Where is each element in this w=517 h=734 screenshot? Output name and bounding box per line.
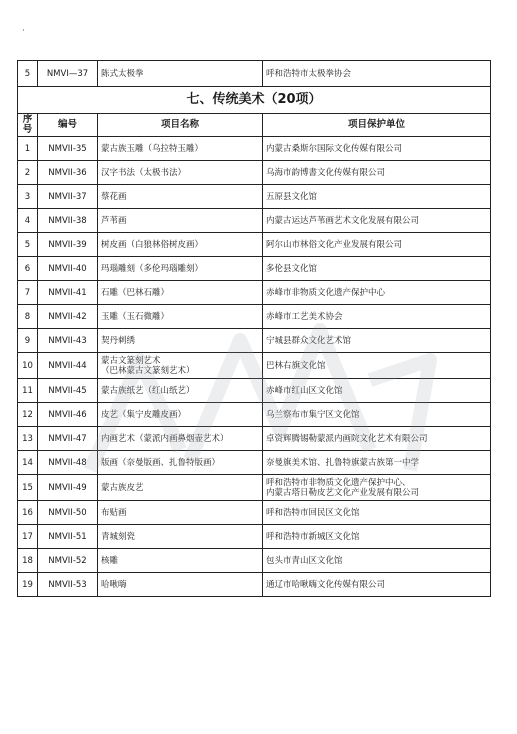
table-row [18, 329, 491, 353]
row-number: 7 [18, 281, 38, 305]
item-name: 陈式太极拳 [98, 61, 263, 87]
item-name: 核雕 [98, 549, 263, 573]
item-name: 玉雕（玉石微雕） [98, 305, 263, 329]
table-row [18, 475, 491, 501]
table-row [18, 209, 491, 233]
item-code: NMVII-50 [38, 501, 98, 525]
item-code: NMVII-41 [38, 281, 98, 305]
header-code: 编号 [38, 114, 98, 137]
row-number: 19 [18, 573, 38, 597]
header-unit: 项目保护单位 [263, 114, 491, 137]
item-name: 布贴画 [98, 501, 263, 525]
protection-unit: 卓资辉腾锡勒蒙派内画院文化艺术有限公司 [263, 427, 491, 451]
header-no: 序号 [18, 114, 38, 137]
table-row [18, 379, 491, 403]
row-number: 4 [18, 209, 38, 233]
row-number: 10 [18, 353, 38, 379]
item-code: NMVII-45 [38, 379, 98, 403]
header-name: 项目名称 [98, 114, 263, 137]
table-row [18, 305, 491, 329]
table-row [18, 573, 491, 597]
table-row [18, 353, 491, 379]
item-code: NMVII-46 [38, 403, 98, 427]
item-code: NMVII-49 [38, 475, 98, 501]
table-row [18, 451, 491, 475]
table-header-row [18, 114, 491, 137]
item-name: 蒙古文篆刻艺术 （巴林蒙古文篆刻艺术） [98, 353, 263, 379]
item-code: NMVII-38 [38, 209, 98, 233]
protection-unit: 奈曼旗美术馆、扎鲁特旗蒙古族第一中学 [263, 451, 491, 475]
item-code: NMVII-51 [38, 525, 98, 549]
item-code: NMVII-53 [38, 573, 98, 597]
item-name: 皮艺（集宁皮雕皮画） [98, 403, 263, 427]
row-number: 14 [18, 451, 38, 475]
table-row [18, 161, 491, 185]
item-code: NMVII-47 [38, 427, 98, 451]
item-name: 芦苇画 [98, 209, 263, 233]
protection-unit: 内蒙古运达芦苇画艺术文化发展有限公司 [263, 209, 491, 233]
row-number: 13 [18, 427, 38, 451]
protection-unit: 内蒙古桑斯尔国际文化传媒有限公司 [263, 137, 491, 161]
item-name: 汉字书法（太极书法） [98, 161, 263, 185]
item-code: NMVII-36 [38, 161, 98, 185]
heritage-table [17, 60, 491, 597]
row-number: 17 [18, 525, 38, 549]
protection-unit: 阿尔山市林俗文化产业发展有限公司 [263, 233, 491, 257]
section-title-row [18, 87, 491, 114]
protection-unit: 多伦县文化馆 [263, 257, 491, 281]
table-row [18, 257, 491, 281]
table-row [18, 403, 491, 427]
previous-section-last-row [18, 61, 491, 87]
protection-unit: 包头市青山区文化馆 [263, 549, 491, 573]
item-code: NMVII-48 [38, 451, 98, 475]
item-name: 哈啾嗨 [98, 573, 263, 597]
row-number: 16 [18, 501, 38, 525]
row-number: 5 [18, 61, 38, 87]
page-mark: · [22, 26, 25, 36]
table-row [18, 427, 491, 451]
protection-unit: 呼和浩特市新城区文化馆 [263, 525, 491, 549]
item-name: 玛瑙雕刻（多伦玛瑙雕刻） [98, 257, 263, 281]
item-code: NMVII-40 [38, 257, 98, 281]
row-number: 15 [18, 475, 38, 501]
item-code: NMVII-35 [38, 137, 98, 161]
table-row [18, 281, 491, 305]
row-number: 9 [18, 329, 38, 353]
protection-unit: 呼和浩特市太极拳协会 [263, 61, 491, 87]
protection-unit: 赤峰市非物质文化遗产保护中心 [263, 281, 491, 305]
table-row [18, 233, 491, 257]
item-code: NMVII-52 [38, 549, 98, 573]
protection-unit: 赤峰市工艺美术协会 [263, 305, 491, 329]
row-number: 2 [18, 161, 38, 185]
table-row [18, 185, 491, 209]
heritage-table-container [17, 60, 490, 597]
table-row [18, 525, 491, 549]
item-name: 青城刻瓷 [98, 525, 263, 549]
item-code: NMVII-44 [38, 353, 98, 379]
item-name: 树皮画（白狼林俗树皮画） [98, 233, 263, 257]
item-name: 版画（奈曼版画、扎鲁特版画） [98, 451, 263, 475]
item-name: 蒙古族玉雕（乌拉特玉雕） [98, 137, 263, 161]
item-code: NMVII-42 [38, 305, 98, 329]
item-code: NMVII-43 [38, 329, 98, 353]
item-name: 契丹刺绣 [98, 329, 263, 353]
protection-unit: 巴林右旗文化馆 [263, 353, 491, 379]
table-row [18, 549, 491, 573]
item-code: NMVII-39 [38, 233, 98, 257]
item-name: 蒙古族皮艺 [98, 475, 263, 501]
protection-unit: 呼和浩特市非物质文化遗产保护中心、 内蒙古塔日勒皮艺文化产业发展有限公司 [263, 475, 491, 501]
row-number: 5 [18, 233, 38, 257]
item-name: 内画艺术（蒙派内画鼻烟壶艺术） [98, 427, 263, 451]
protection-unit: 宁城县群众文化艺术馆 [263, 329, 491, 353]
row-number: 11 [18, 379, 38, 403]
row-number: 12 [18, 403, 38, 427]
item-name: 石雕（巴林石雕） [98, 281, 263, 305]
section-title: 七、传统美术（20项） [18, 87, 491, 114]
item-code: NMVI—37 [38, 61, 98, 87]
protection-unit: 呼和浩特市回民区文化馆 [263, 501, 491, 525]
item-name: 蔡花画 [98, 185, 263, 209]
table-row [18, 501, 491, 525]
protection-unit: 乌兰察布市集宁区文化馆 [263, 403, 491, 427]
item-code: NMVII-37 [38, 185, 98, 209]
row-number: 1 [18, 137, 38, 161]
item-name: 蒙古族纸艺（红山纸艺） [98, 379, 263, 403]
row-number: 6 [18, 257, 38, 281]
row-number: 3 [18, 185, 38, 209]
row-number: 18 [18, 549, 38, 573]
protection-unit: 赤峰市红山区文化馆 [263, 379, 491, 403]
protection-unit: 通辽市哈啾嗨文化传媒有限公司 [263, 573, 491, 597]
row-number: 8 [18, 305, 38, 329]
protection-unit: 五原县文化馆 [263, 185, 491, 209]
table-row [18, 137, 491, 161]
protection-unit: 乌海市韵博書文化传媒有限公司 [263, 161, 491, 185]
